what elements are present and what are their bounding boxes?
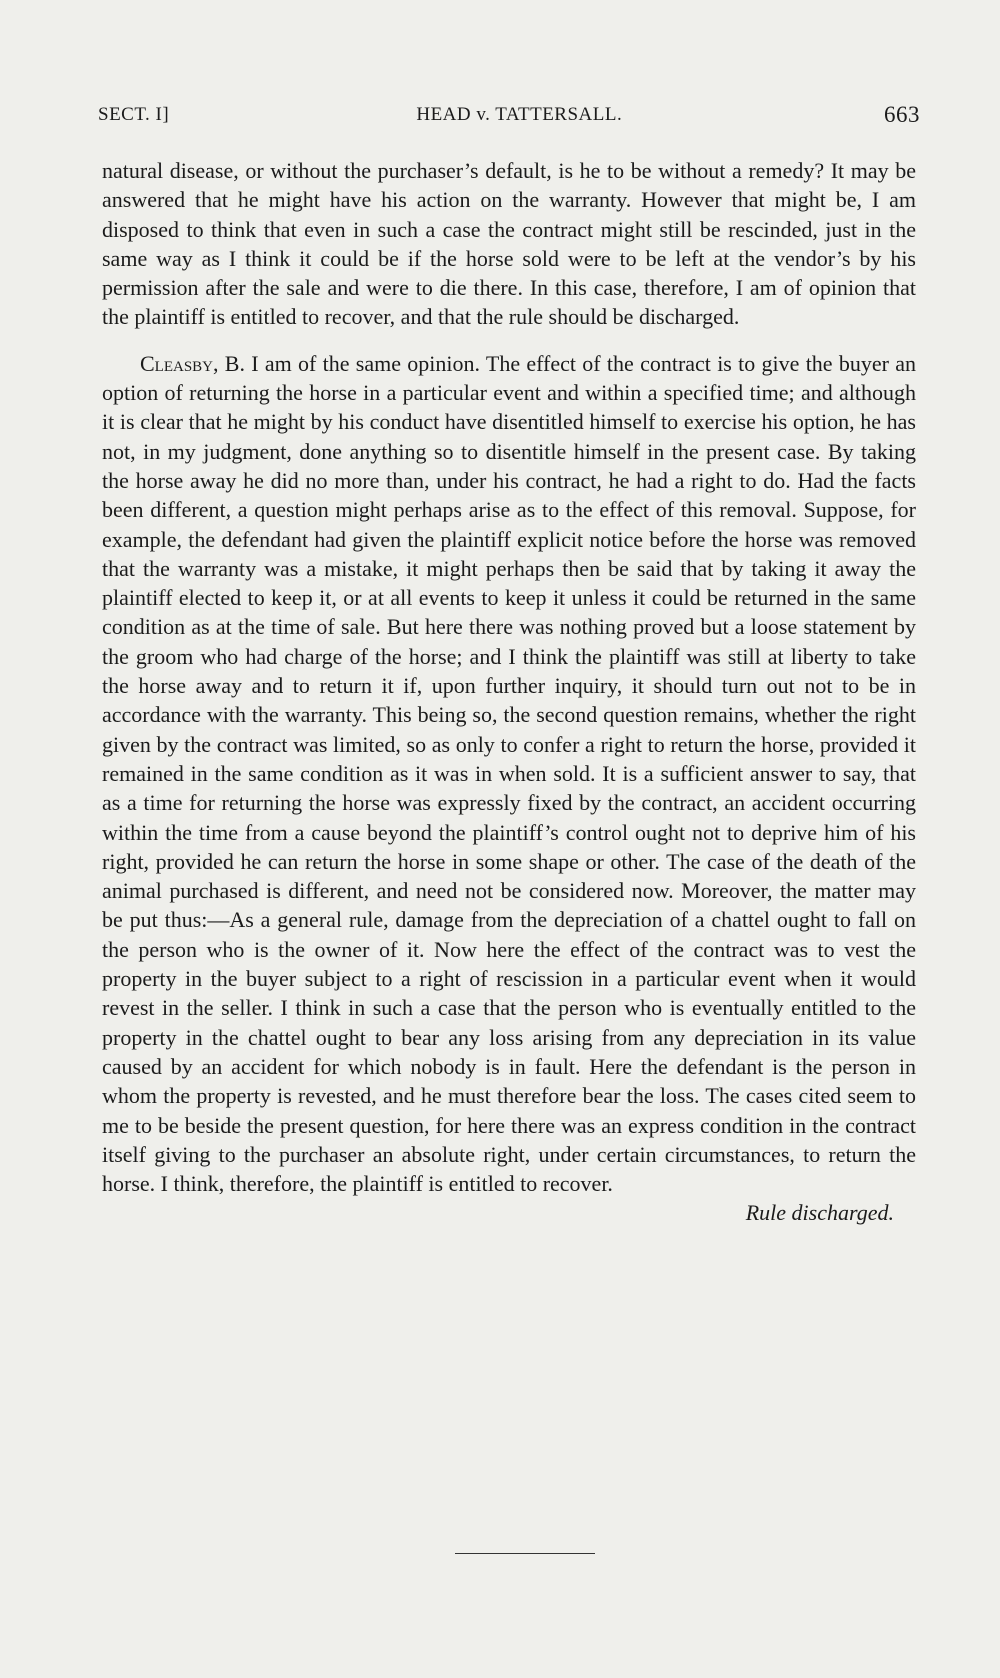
page-number: 663: [884, 102, 920, 127]
body-text: [102, 156, 916, 1228]
judgment-text: I am of the same opinion. The effect of the contract is to give the buyer an option of returning the horse in a particular event and within a specified time; and although it is clear that he might by his conduct have disentitled himself to exercise his option, he has not, in my judgment, done anything so to disentitle himself in the present case. By taking the horse away he did no more than, under his contract, he had a right to do. Had the facts been different, a question might perhaps arise as to the effect of this removal. Suppose, for example, the defendant had given the plaintiff explicit notice before the horse was removed that the warranty was a mistake, it might perhaps then be said that by taking it away the plaintiff elected to keep it, or at all events to keep it unless it could be returned in the same condition as at the time of sale. But here there was nothing proved but a loose statement by the groom who had charge of the horse; and I think the plaintiff was still at liberty to take the horse away and to return it if, upon further inquiry, it should turn out not to be in accordance with the warranty. This being so, the second question remains, whether the right given by the contract was limited, so as only to confer a right to return the horse, provided it remained in the same condition as it was in when sold. It is a sufficient answer to say, that as a time for returning the horse was expressly fixed by the contract, an accident occurring within the time from a cause beyond the plaintiff’s control ought not to deprive him of his right, provided he can return the horse in some shape or other. The case of the death of the animal purchased is different, and need not be considered now. Moreover, the matter may be put thus:—As a general rule, damage from the depreciation of a chattel ought to fall on the person who is the owner of it. Now here the effect of the contract was to vest the property in the buyer subject to a right of rescission in a particular event when it would revest in the seller. I think in such a case that the person who is eventually entitled to the property in the chattel ought to bear any loss arising from any depreciation in its value caused by an accident for which nobody is in fault. Here the defendant is the person in whom the property is revested, and he must therefore bear the loss. The cases cited seem to me to be beside the present question, for here there was an express condition in the contract itself giving to the purchaser an absolute right, under certain circumstances, to return the horse. I think, therefore, the plaintiff is entitled to recover.: [102, 350, 916, 1197]
rule-discharged: Rule discharged.: [745, 1200, 894, 1226]
section-label: SECT. I]: [98, 104, 170, 125]
judgment-paragraph: [102, 349, 916, 1199]
case-title: HEAD v. TATTERSALL.: [416, 104, 623, 125]
running-header: [98, 104, 920, 134]
opinion-paragraph: natural disease, or without the purchaser’s default, is he to be without a remedy? It may be answered that he might have his action on the warranty. However that might be, I am disposed to think that even in such a case the contract might still be rescinded, just in the same way as I think it could be if the horse sold were to be left at the vendor’s by his permission after the sale and were to die there. In this case, therefore, I am of opinion that the plaintiff is entitled to recover, and that the rule should be discharged.: [102, 158, 916, 330]
judge-name: Cleasby, B.: [140, 350, 245, 376]
separator-line: [455, 1553, 595, 1554]
